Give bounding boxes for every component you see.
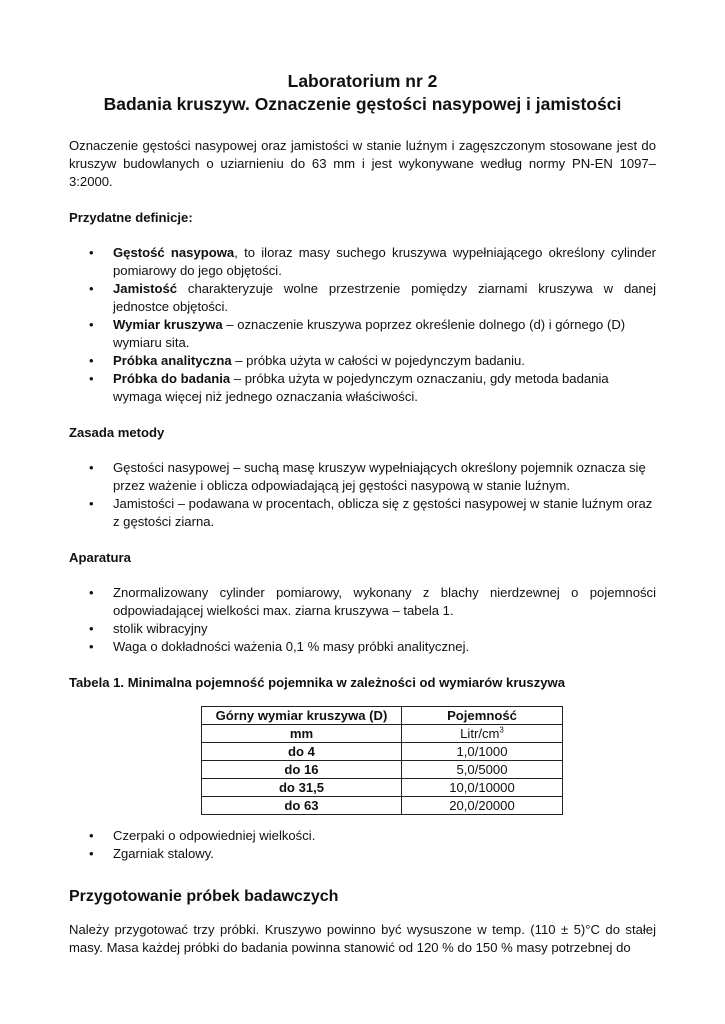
- apparatus-list-continued: [69, 827, 656, 863]
- table-row: [202, 779, 563, 797]
- table-header-row: [202, 707, 563, 725]
- definition-text: – oznaczenie kruszywa poprzez określenie dolnego (d) i górnego (D) wymiaru sita.: [113, 317, 626, 350]
- table-units-row: [202, 725, 563, 743]
- list-item: • stolik wibracyjny: [113, 620, 656, 638]
- capacity-cell: 5,0/5000: [402, 761, 563, 779]
- definition-text: , to iloraz masy suchego kruszywa wypełniającego określony cylinder pomiarowy do jego objętości.: [113, 245, 656, 278]
- unit-capacity-text: Litr/cm: [460, 726, 500, 741]
- apparatus-heading: Aparatura: [69, 550, 131, 565]
- definition-text: – próbka użyta w całości w pojedynczym badaniu.: [231, 353, 525, 368]
- list-item: [113, 316, 656, 352]
- table-row: [202, 743, 563, 761]
- unit-exponent: 3: [499, 725, 504, 735]
- header-cell-size: Górny wymiar kruszywa (D): [202, 707, 402, 725]
- size-cell: do 63: [202, 797, 402, 815]
- doc-title-line1: Laboratorium nr 2: [287, 71, 438, 91]
- list-item: • Zgarniak stalowy.: [113, 845, 656, 863]
- size-cell: do 4: [202, 743, 402, 761]
- preparation-paragraph: Należy przygotować trzy próbki. Kruszywo powinno być wysuszone w temp. (110 ± 5)°C do stałej masy. Masa każdej próbki do badania powinna stanowić od 120 % do 150 % masy potrzebnej do: [69, 922, 656, 955]
- list-item: [113, 280, 656, 316]
- table-row: [202, 797, 563, 815]
- capacity-cell: 20,0/20000: [402, 797, 563, 815]
- document-page: [69, 64, 656, 957]
- definitions-heading: Przydatne definicje:: [69, 210, 193, 225]
- definition-term: Próbka analityczna: [113, 353, 232, 368]
- table-row: [202, 761, 563, 779]
- header-cell-capacity: Pojemność: [402, 707, 563, 725]
- definition-text: charakteryzuje wolne przestrzenie pomiędzy ziarnami kruszywa w danej jednostce objętości.: [113, 281, 656, 314]
- list-item: • Gęstości nasypowej – suchą masę kruszyw wypełniających określony pojemnik oznacza się przez ważenie i oblicza odpowiadającą jej gęstości nasypową w stanie luźnym.: [113, 459, 656, 495]
- doc-title-line2: Badania kruszyw. Oznaczenie gęstości nasypowej i jamistości: [103, 94, 622, 114]
- list-item: • Znormalizowany cylinder pomiarowy, wykonany z blachy nierdzewnej o pojemności odpowiadającej wielkości max. ziarna kruszywa – tabela 1.: [113, 584, 656, 620]
- definition-term: Próbka do badania: [113, 371, 231, 386]
- capacity-cell: 1,0/1000: [402, 743, 563, 761]
- list-item: [113, 352, 656, 370]
- method-list: [69, 459, 656, 531]
- definitions-list: [69, 244, 656, 406]
- table-caption: Tabela 1. Minimalna pojemność pojemnika w zależności od wymiarów kruszywa: [69, 675, 566, 690]
- apparatus-list: [69, 584, 656, 656]
- list-item: • Czerpaki o odpowiedniej wielkości.: [113, 827, 656, 845]
- list-item: [113, 370, 656, 406]
- unit-cell-capacity: [402, 725, 563, 743]
- list-item: • Jamistości – podawana w procentach, oblicza się z gęstości nasypowej w stanie luźnym oraz z gęstości ziarna.: [113, 495, 656, 531]
- size-cell: do 16: [202, 761, 402, 779]
- capacity-cell: 10,0/10000: [402, 779, 563, 797]
- unit-cell-size: mm: [202, 725, 402, 743]
- intro-paragraph: Oznaczenie gęstości nasypowej oraz jamistości w stanie luźnym i zagęszczonym stosowane jest do kruszyw budowlanych o uziarnieniu do 63 mm i jest wykonywane według normy PN-EN 1097–3:2000.: [69, 138, 656, 189]
- list-item: [113, 244, 656, 280]
- definition-term: Wymiar kruszywa: [113, 317, 223, 332]
- method-heading: Zasada metody: [69, 425, 165, 440]
- definition-term: Gęstość nasypowa: [113, 245, 235, 260]
- capacity-table: [201, 706, 563, 815]
- definition-term: Jamistość: [113, 281, 178, 296]
- preparation-heading: Przygotowanie próbek badawczych: [69, 888, 339, 905]
- size-cell: do 31,5: [202, 779, 402, 797]
- definition-text: – próbka użyta w pojedynczym oznaczaniu, gdy metoda badania wymaga więcej niż jednego oznaczania właściwości.: [113, 371, 609, 404]
- list-item: • Waga o dokładności ważenia 0,1 % masy próbki analitycznej.: [113, 638, 656, 656]
